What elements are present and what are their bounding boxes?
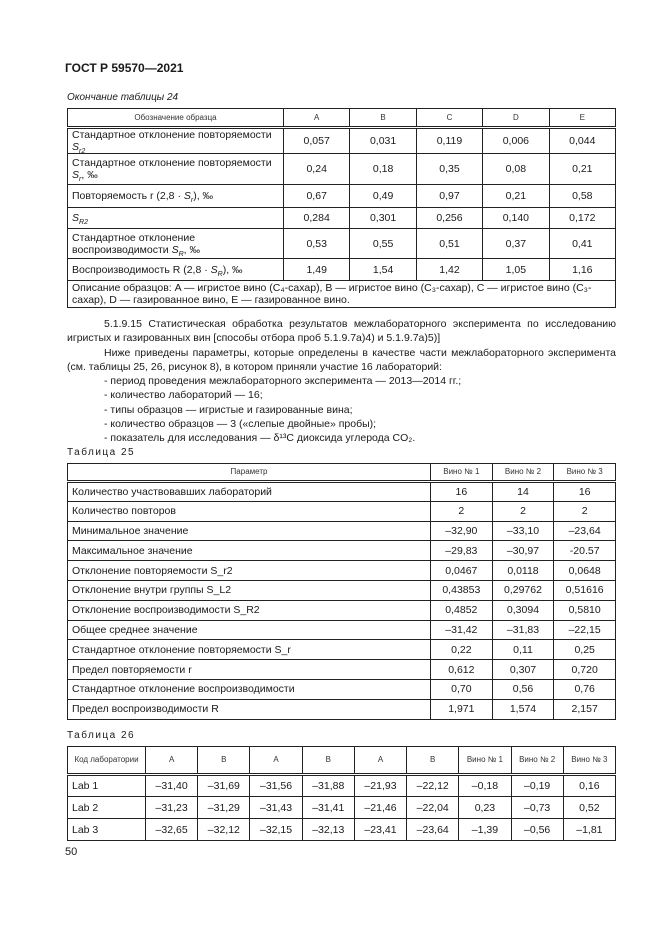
row-label: Количество участвовавших лабораторий: [68, 482, 431, 502]
symbol: S: [72, 169, 80, 181]
symbol-subscript: r: [190, 197, 194, 205]
cell-value: 16: [554, 482, 616, 502]
cell-value: 0,35: [416, 154, 482, 185]
column-header: Вино № 1: [431, 464, 493, 482]
cell-value: –31,42: [431, 620, 493, 640]
cell-value: 2: [492, 501, 554, 521]
cell-value: 0,70: [431, 679, 493, 699]
symbol: S: [183, 190, 191, 202]
cell-value: 0,58: [549, 185, 615, 208]
column-header: Параметр: [68, 464, 431, 482]
cell-value: 0,11: [492, 640, 554, 660]
cell-value: 0,76: [554, 679, 616, 699]
symbol-subscript: r2: [79, 148, 86, 156]
cell-value: 1,49: [284, 259, 350, 281]
column-header: A: [354, 747, 406, 775]
list-item: - показатель для исследования — δ¹³C диоксида углерода CO₂.: [104, 432, 416, 445]
cell-value: –31,88: [302, 775, 354, 797]
column-header: Вино № 3: [554, 464, 616, 482]
cell-value: –31,83: [492, 620, 554, 640]
cell-value: –31,29: [198, 797, 250, 819]
table-row: [68, 259, 616, 281]
table-24: [67, 108, 616, 308]
column-header: Вино № 1: [459, 747, 511, 775]
cell-value: 0,16: [563, 775, 615, 797]
cell-value: 0,119: [416, 128, 482, 154]
column-header: B: [350, 109, 416, 128]
table-row: [68, 620, 616, 640]
table-row: [68, 208, 616, 229]
row-label: Количество повторов: [68, 501, 431, 521]
cell-value: –31,43: [250, 797, 302, 819]
column-header: E: [549, 109, 615, 128]
cell-value: –0,73: [511, 797, 563, 819]
cell-value: –31,41: [302, 797, 354, 819]
cell-value: 1,54: [350, 259, 416, 281]
row-label: [68, 208, 284, 229]
cell-value: 0,301: [350, 208, 416, 229]
cell-value: 0,21: [549, 154, 615, 185]
row-label: Стандартное отклонение повторяемости S_r: [68, 640, 431, 660]
row-label: Предел повторяемости r: [68, 660, 431, 680]
table-25: [67, 463, 616, 720]
cell-value: 0,41: [549, 229, 615, 259]
cell-value: 0,0467: [431, 561, 493, 581]
cell-value: 0,307: [492, 660, 554, 680]
row-label: Максимальное значение: [68, 541, 431, 561]
row-label: Отклонение воспроизводимости S_R2: [68, 600, 431, 620]
cell-value: 0,612: [431, 660, 493, 680]
cell-value: –0,56: [511, 819, 563, 841]
cell-value: 0,057: [284, 128, 350, 154]
table-note: Описание образцов: A — игристое вино (C₄-сахар), B — игристое вино (C₃-сахар), C — игристое вино (C₃-сахар), D — газированное вино, E — газированное вино.: [68, 281, 616, 308]
cell-value: 0,23: [459, 797, 511, 819]
symbol: S: [210, 263, 218, 276]
cell-value: –23,64: [407, 819, 459, 841]
cell-value: 0,3094: [492, 600, 554, 620]
cell-value: –1,39: [459, 819, 511, 841]
cell-value: 0,97: [416, 185, 482, 208]
row-label: Lab 2: [68, 797, 146, 819]
row-label: Lab 1: [68, 775, 146, 797]
cell-value: –1,81: [563, 819, 615, 841]
list-item: - типы образцов — игристые и газированные вина;: [104, 403, 353, 416]
row-label: Минимальное значение: [68, 521, 431, 541]
cell-value: –30,97: [492, 541, 554, 561]
cell-value: 2,157: [554, 699, 616, 719]
cell-value: 0,43853: [431, 580, 493, 600]
cell-value: 0,49: [350, 185, 416, 208]
label-suffix: ), ‰: [193, 190, 214, 202]
cell-value: –21,46: [354, 797, 406, 819]
cell-value: -20.57: [554, 541, 616, 561]
row-label: [68, 229, 284, 259]
table-row: [68, 154, 616, 185]
label-text: Повторяемость r (2,8 ·: [72, 190, 184, 202]
cell-value: 0,720: [554, 660, 616, 680]
cell-value: 0,044: [549, 128, 615, 154]
cell-value: 0,140: [483, 208, 549, 229]
cell-value: 0,0648: [554, 561, 616, 581]
column-header: A: [284, 109, 350, 128]
row-label: [68, 185, 284, 208]
cell-value: 1,42: [416, 259, 482, 281]
table-26: [67, 746, 616, 841]
cell-value: 0,53: [284, 229, 350, 259]
cell-value: 2: [554, 501, 616, 521]
table-row: [68, 640, 616, 660]
cell-value: –31,69: [198, 775, 250, 797]
document-code: ГОСТ Р 59570—2021: [65, 61, 184, 75]
paragraph-intro: Ниже приведены параметры, которые определены в качестве части межлабораторного эксперимента (см. таблицы 25, 26, рисунок 8), в котором приняли участие 16 лабораторий:: [67, 346, 616, 373]
cell-value: –22,04: [407, 797, 459, 819]
table-row: [68, 660, 616, 680]
cell-value: –32,13: [302, 819, 354, 841]
row-label: Lab 3: [68, 819, 146, 841]
cell-value: 16: [431, 482, 493, 502]
table-row: [68, 775, 616, 797]
cell-value: 0,18: [350, 154, 416, 185]
table-row: [68, 521, 616, 541]
cell-value: 14: [492, 482, 554, 502]
column-header: B: [198, 747, 250, 775]
cell-value: –31,56: [250, 775, 302, 797]
cell-value: –21,93: [354, 775, 406, 797]
label-suffix: , ‰: [183, 243, 200, 256]
cell-value: –0,19: [511, 775, 563, 797]
cell-value: 0,031: [350, 128, 416, 154]
row-label: [68, 259, 284, 281]
cell-value: 0,51616: [554, 580, 616, 600]
cell-value: –0,18: [459, 775, 511, 797]
table26-caption: Таблица 26: [67, 730, 136, 741]
cell-value: 0,51: [416, 229, 482, 259]
cell-value: 0,22: [431, 640, 493, 660]
column-header: D: [483, 109, 549, 128]
cell-value: –33,10: [492, 521, 554, 541]
column-header: B: [407, 747, 459, 775]
label-suffix: , ‰: [81, 169, 98, 181]
table-row: [68, 501, 616, 521]
table24-caption: Окончание таблицы 24: [67, 92, 179, 103]
paragraph-heading: 5.1.9.15 Статистическая обработка результатов межлабораторного эксперимента по исследованию игристых и газированных вин [способы отбора проб 5.1.9.7а)4) и 5.1.9.7а)5)]: [67, 318, 616, 345]
cell-value: –23,64: [554, 521, 616, 541]
cell-value: 2: [431, 501, 493, 521]
cell-value: 0,25: [554, 640, 616, 660]
cell-value: 0,5810: [554, 600, 616, 620]
cell-value: –31,40: [146, 775, 198, 797]
section-text: [67, 317, 616, 446]
symbol-subscript: R2: [79, 219, 88, 227]
cell-value: –22,15: [554, 620, 616, 640]
list-item: - период проведения межлабораторного эксперимента — 2013—2014 гг.;: [104, 375, 462, 388]
table-row: [68, 185, 616, 208]
cell-value: –32,12: [198, 819, 250, 841]
row-label: [68, 128, 284, 154]
cell-value: 1,16: [549, 259, 615, 281]
row-label: [68, 154, 284, 185]
label-text: Стандартное отклонение повторяемости: [72, 129, 272, 141]
cell-value: –32,15: [250, 819, 302, 841]
cell-value: 0,29762: [492, 580, 554, 600]
cell-value: 0,52: [563, 797, 615, 819]
list-item: - количество образцов — 3 («слепые двойные» пробы);: [104, 418, 377, 431]
symbol: S: [72, 141, 80, 153]
cell-value: –32,65: [146, 819, 198, 841]
table-row: [68, 600, 616, 620]
label-suffix: ), ‰: [222, 263, 243, 276]
symbol-subscript: r: [79, 176, 82, 184]
cell-value: –23,41: [354, 819, 406, 841]
column-header: Код лаборатории: [68, 747, 146, 775]
cell-value: 0,56: [492, 679, 554, 699]
table25-caption: Таблица 25: [67, 447, 136, 458]
cell-value: 0,4852: [431, 600, 493, 620]
column-header: A: [250, 747, 302, 775]
table-row: [68, 699, 616, 719]
symbol-subscript: R: [217, 270, 223, 278]
table-note-row: [68, 281, 616, 308]
cell-value: –29,83: [431, 541, 493, 561]
cell-value: –31,23: [146, 797, 198, 819]
cell-value: –32,90: [431, 521, 493, 541]
row-label: Отклонение внутри группы S_L2: [68, 580, 431, 600]
column-header: Вино № 2: [492, 464, 554, 482]
table-row: [68, 482, 616, 502]
cell-value: 0,284: [284, 208, 350, 229]
table-row: [68, 541, 616, 561]
cell-value: 0,08: [483, 154, 549, 185]
column-header: Обозначение образца: [68, 109, 284, 128]
cell-value: 0,21: [483, 185, 549, 208]
table-row: [68, 580, 616, 600]
table-row: [68, 797, 616, 819]
cell-value: 0,006: [483, 128, 549, 154]
column-header: C: [416, 109, 482, 128]
row-label: Стандартное отклонение воспроизводимости: [68, 679, 431, 699]
cell-value: 0,256: [416, 208, 482, 229]
cell-value: 1,971: [431, 699, 493, 719]
list-item: - количество лабораторий — 16;: [104, 389, 263, 402]
cell-value: 0,67: [284, 185, 350, 208]
table-row: [68, 229, 616, 259]
cell-value: 0,172: [549, 208, 615, 229]
column-header: Вино № 3: [563, 747, 615, 775]
table-row: [68, 128, 616, 154]
column-header: A: [146, 747, 198, 775]
cell-value: 0,24: [284, 154, 350, 185]
cell-value: 1,05: [483, 259, 549, 281]
symbol: S: [72, 212, 80, 224]
label-text: Воспроизводимость R (2,8 ·: [72, 263, 211, 276]
row-label: Общее среднее значение: [68, 620, 431, 640]
label-text: Стандартное отклонение повторяемости: [72, 157, 272, 169]
table-row: [68, 819, 616, 841]
label-text: Стандартное отклонение воспроизводимости: [72, 231, 196, 256]
cell-value: 0,37: [483, 229, 549, 259]
symbol: S: [171, 243, 179, 256]
cell-value: 0,55: [350, 229, 416, 259]
page-number: 50: [65, 846, 78, 858]
table-row: [68, 679, 616, 699]
table-row: [68, 561, 616, 581]
column-header: B: [302, 747, 354, 775]
cell-value: 0,0118: [492, 561, 554, 581]
cell-value: 1,574: [492, 699, 554, 719]
column-header: Вино № 2: [511, 747, 563, 775]
cell-value: –22,12: [407, 775, 459, 797]
row-label: Отклонение повторяемости S_r2: [68, 561, 431, 581]
symbol-subscript: R: [178, 250, 184, 258]
row-label: Предел воспроизводимости R: [68, 699, 431, 719]
